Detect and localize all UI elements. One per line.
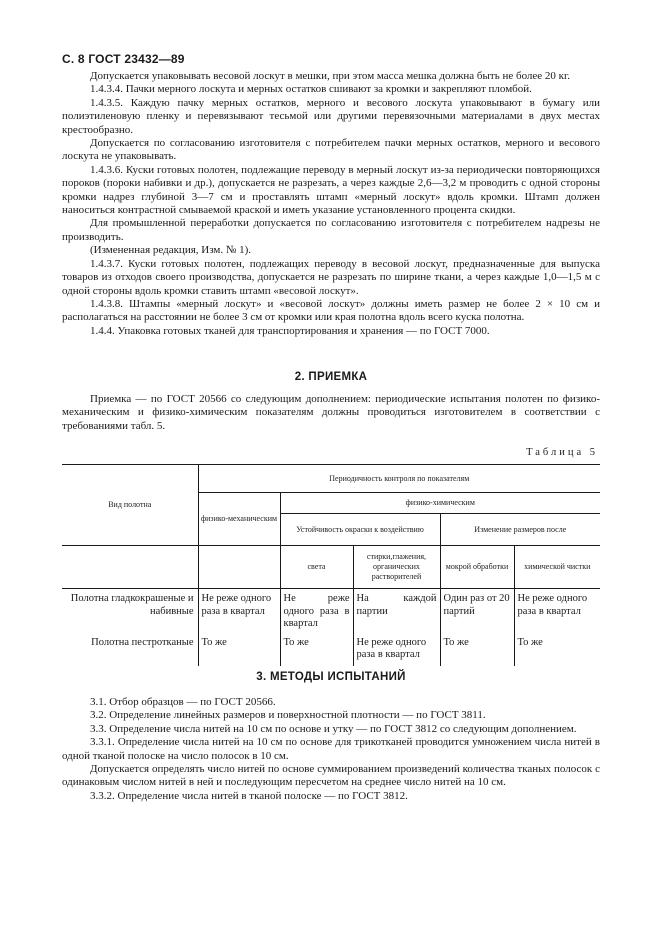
cell-light: Не реже одного раза в квартал [280, 589, 353, 635]
cell-light: То же [280, 635, 353, 666]
header-phys-mech: физико-механическим [198, 493, 280, 546]
table-row [62, 589, 600, 635]
cell-phys-mech: То же [198, 635, 280, 666]
header-color-fastness: Устойчивость окраски к воздействию [280, 514, 440, 546]
paragraph: (Измененная редакция, Изм. № 1). [90, 244, 252, 257]
section-3-title: 3. МЕТОДЫ ИСПЫТАНИЙ [256, 671, 406, 683]
paragraph: 1.4.3.7. Куски готовых полотен, подлежащих переводу в весовой лоскут, предназначенные для выпуска товаров из отходов своего производства, допускается не разрезать по ширине ткани, а через каждые 1,0—1,5 м с одной стороны вдоль кромки ставить штамп «весовой лоскут». [62, 257, 600, 297]
paragraph: 1.4.3.6. Куски готовых полотен, подлежащие переводу в мерный лоскут из-за периодически повторяющихся пороков (пороки набивки и др.), допускается не разрезать, а через каждые 2,6—3,2 м проводить с одной стороны кромки надрез глубиной 3—7 см и проставлять штамп «мерный лоскут» вдоль кромки. Штамп должен наноситься контрастной смываемой краской и иметь указание установленного процента скидки. [62, 163, 600, 217]
cell-laundering: На каждой партии [353, 589, 440, 635]
header-phys-chem: физико-химическим [280, 493, 600, 514]
paragraph: 3.1. Отбор образцов — по ГОСТ 20566. [90, 696, 276, 708]
cell-type: Полотна пестротканые [91, 636, 194, 648]
paragraph: 3.3. Определение числа нитей на 10 см по основе и утку — по ГОСТ 3812 со следующим дополнением. [90, 722, 577, 735]
paragraph: 1.4.3.5. Каждую пачку мерных остатков, мерного и весового лоскута упаковывают в бумагу или полиэтиленовую пленку и перевязывают тесьмой или другими перевязочными материалами в двух местах крестообразно. [62, 96, 600, 136]
section-2-text [62, 393, 600, 433]
cell-type: Полотна гладкокрашеные и набивные [70, 593, 194, 617]
header-light: света [280, 546, 353, 589]
section-3-text [62, 696, 600, 803]
cell-laundering: Не реже одного раза в квартал [353, 635, 440, 666]
paragraph: 3.3.2. Определение числа нитей в тканой полоске — по ГОСТ 3812. [90, 789, 408, 802]
paragraph: Для промышленной переработки допускается по согласованию изготовителя с потребителем надрезы не производить. [62, 217, 600, 243]
table-row [62, 635, 600, 666]
cell-phys-mech: Не реже одного раза в квартал [198, 589, 280, 635]
paragraph: 1.4.4. Упаковка готовых тканей для транспортирования и хранения — по ГОСТ 7000. [90, 324, 490, 337]
header-phys-mech-spacer [198, 546, 280, 589]
paragraph: 3.2. Определение линейных размеров и поверхностной плотности — по ГОСТ 3811. [90, 709, 486, 722]
paragraph: 1.4.3.4. Пачки мерного лоскута и мерных остатков сшивают за кромки и закрепляют пломбой. [90, 83, 532, 96]
header-col-type: Вид полотна [62, 465, 198, 546]
paragraph: 1.4.3.8. Штампы «мерный лоскут» и «весовой лоскут» должны иметь размер не более 2 × 10 см и располагаться на расстоянии не более 3 см от кромки или края полотна вдоль всего куска полотна. [62, 297, 600, 324]
paragraph: Приемка — по ГОСТ 20566 со следующим дополнением: периодические испытания полотен по физико-механическим и физико-химическим показателям должны проводиться изготовителем в соответствии с требованиями табл. 5. [62, 393, 600, 432]
cell-dry-cleaning: Не реже одного раза в квартал [514, 589, 600, 635]
paragraph: Допускается упаковывать весовой лоскут в мешки, при этом масса мешка должна быть не более 20 кг. [90, 70, 571, 82]
paragraph: 3.3.1. Определение числа нитей на 10 см по основе для трикотканей проводится умножением числа нитей в одной тканой полоске на число полосок в 10 см. [62, 736, 600, 762]
section-2-title: 2. ПРИЕМКА [294, 371, 368, 383]
header-periodicity: Периодичность контроля по показателям [198, 465, 600, 493]
cell-wet-treatment: Один раз от 20 партий [440, 589, 514, 635]
paragraph: Допускается определять число нитей по основе суммированием произведений количества тканых полосок с одинаковым числом нитей в ней и последующим пересчетом на среднее число нитей на 10 см. [62, 763, 600, 789]
header-laundering: стирки,глажения, органических растворителей [353, 546, 440, 589]
intro-text-block [62, 70, 600, 338]
header-wet-treatment: мокрой обработки [440, 546, 514, 589]
header-dry-cleaning: химической чистки [514, 546, 600, 589]
cell-wet-treatment: То же [440, 635, 514, 666]
table-5 [62, 464, 600, 666]
header-col-type-spacer [62, 546, 198, 589]
header-size-change: Изменение размеров после [440, 514, 600, 546]
paragraph: Допускается по согласованию изготовителя с потребителем пачки мерных остатков, мерного и весового лоскута не упаковывать. [62, 137, 600, 163]
table-caption: Таблица 5 [526, 447, 598, 458]
cell-dry-cleaning: То же [514, 635, 600, 666]
page-header: С. 8 ГОСТ 23432—89 [62, 52, 185, 66]
